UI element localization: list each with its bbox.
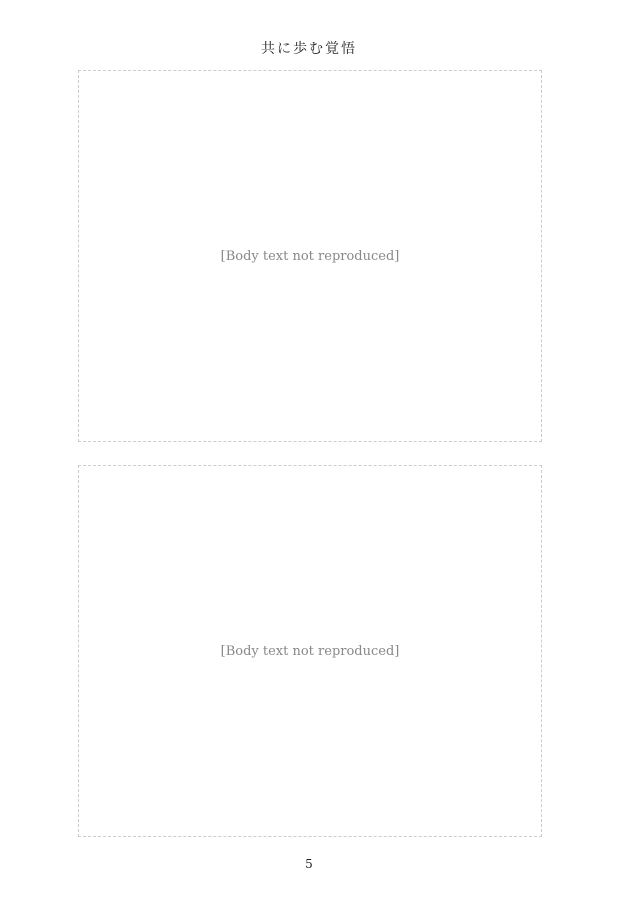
body-text-lower-tier <box>78 465 542 837</box>
page-title: 共に歩む覚悟 <box>261 41 357 57</box>
body-text-upper-tier <box>78 70 542 442</box>
placeholder-note: [Body text not reproduced] <box>220 248 400 264</box>
page-number: 5 <box>305 857 313 871</box>
placeholder-note: [Body text not reproduced] <box>220 643 400 659</box>
